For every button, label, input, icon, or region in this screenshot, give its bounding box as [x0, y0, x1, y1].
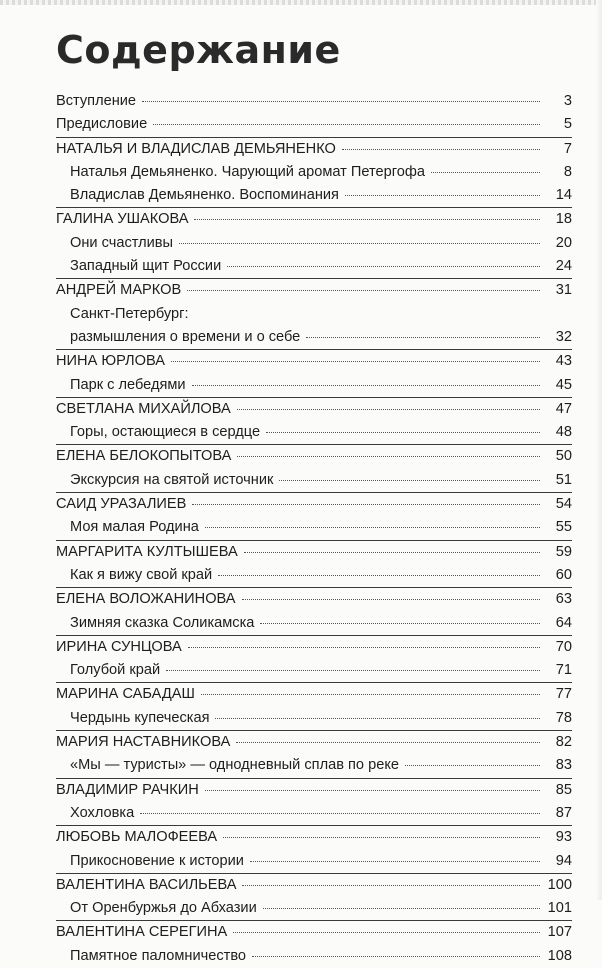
toc-page-number: 100 — [547, 876, 572, 893]
toc-subentry — [56, 612, 572, 635]
toc-entry-title: Прикосновение к истории — [70, 852, 244, 869]
toc-page-number: 31 — [555, 282, 572, 299]
toc-entry-title: Предисловие — [56, 116, 148, 133]
toc-entry-title: ВАЛЕНТИНА ВАСИЛЬЕВА — [56, 876, 237, 893]
toc-section-entry — [56, 779, 572, 802]
toc-section-entry — [56, 398, 572, 421]
toc-dot-leader — [242, 598, 540, 600]
toc-entry-title: Памятное паломничество — [70, 947, 247, 964]
toc-subentry — [56, 659, 572, 682]
toc-section-entry — [56, 445, 572, 468]
toc-entry-title: СВЕТЛАНА МИХАЙЛОВА — [56, 400, 231, 417]
toc-section-entry — [56, 731, 572, 754]
toc-section-entry — [56, 588, 572, 611]
toc-subentry — [56, 161, 572, 184]
toc-section-entry — [56, 921, 572, 944]
toc-dot-leader — [279, 479, 540, 481]
toc-section-entry — [56, 350, 572, 373]
toc-dot-leader — [187, 289, 540, 291]
toc-subentry — [56, 850, 572, 873]
toc-subentry — [56, 707, 572, 730]
toc-entry-title: Горы, остающиеся в сердце — [70, 424, 261, 441]
toc-section-entry — [56, 113, 572, 136]
toc-dot-leader — [263, 907, 540, 909]
page-title: Содержание — [56, 28, 341, 72]
toc-dot-leader — [218, 574, 540, 576]
toc-entry-title: Экскурсия на святой источник — [70, 471, 274, 488]
toc-page-number: 47 — [555, 400, 572, 417]
toc-page-number: 55 — [555, 519, 572, 536]
toc-subentry — [56, 516, 572, 539]
toc-page-number: 14 — [555, 187, 572, 204]
toc-dot-leader — [223, 836, 540, 838]
toc-dot-leader — [237, 455, 540, 457]
toc-subentry — [56, 897, 572, 920]
toc-page-number: 101 — [547, 900, 572, 917]
toc-page-number: 107 — [547, 924, 572, 941]
toc-page-number: 71 — [555, 662, 572, 679]
toc-subentry — [56, 945, 572, 968]
toc-dot-leader — [166, 669, 540, 671]
toc-page-number: 82 — [555, 734, 572, 751]
toc-page-number: 8 — [563, 163, 572, 180]
toc-subentry — [56, 564, 572, 587]
toc-entry-title: Вступление — [56, 93, 137, 109]
toc-entry-title: ГАЛИНА УШАКОВА — [56, 211, 189, 228]
toc-section-entry — [56, 636, 572, 659]
toc-dot-leader — [237, 408, 540, 410]
toc-entry-title: ЕЛЕНА БЕЛОКОПЫТОВА — [56, 448, 232, 465]
toc-entry-title: Санкт-Петербург: — [70, 305, 189, 322]
toc-subentry — [56, 421, 572, 444]
toc-dot-leader — [142, 100, 540, 102]
toc-entry-title: НИНА ЮРЛОВА — [56, 353, 165, 370]
toc-dot-leader — [431, 171, 540, 173]
toc-subentry — [56, 754, 572, 777]
toc-entry-title: Владислав Демьяненко. Воспоминания — [70, 187, 339, 204]
toc-page-number: 24 — [555, 258, 572, 275]
toc-entry-title: МАРИНА САБАДАШ — [56, 686, 195, 703]
toc-entry-title: ВАЛЕНТИНА СЕРЕГИНА — [56, 924, 228, 941]
toc-entry-title: размышления о времени и о себе — [70, 328, 301, 345]
toc-dot-leader — [345, 194, 540, 196]
toc-dot-leader — [188, 646, 540, 648]
toc-dot-leader — [201, 693, 540, 695]
toc-entry-title: Парк с лебедями — [70, 376, 186, 393]
toc-page-number: 63 — [555, 591, 572, 608]
toc-page-number: 70 — [555, 638, 572, 655]
toc-page-number: 50 — [555, 448, 572, 465]
toc-dot-leader — [252, 955, 540, 957]
toc-page-number: 18 — [555, 211, 572, 228]
toc-entry-title: МАРИЯ НАСТАВНИКОВА — [56, 734, 231, 751]
toc-page-number: 51 — [555, 471, 572, 488]
toc-dot-leader — [205, 789, 540, 791]
toc-dot-leader — [242, 884, 540, 886]
toc-page-number: 32 — [555, 328, 572, 345]
toc-entry-title: Моя малая Родина — [70, 519, 199, 536]
toc-section-entry — [56, 279, 572, 302]
toc-dot-leader — [192, 384, 540, 386]
toc-section-entry — [56, 208, 572, 231]
toc-subentry — [56, 326, 572, 349]
toc-entry-title: Чердынь купеческая — [70, 709, 210, 726]
toc-page-number: 5 — [563, 116, 572, 133]
toc-dot-leader — [153, 123, 540, 125]
toc-page-number: 93 — [555, 829, 572, 846]
toc-dot-leader — [140, 812, 540, 814]
toc-subentry — [56, 802, 572, 825]
toc-entry-title: Голубой край — [70, 662, 161, 679]
toc-entry-title: «Мы — туристы» — однодневный сплав по реке — [70, 757, 399, 774]
toc-page-number: 85 — [555, 781, 572, 798]
toc-page-number: 43 — [555, 353, 572, 370]
toc-subentry — [56, 184, 572, 207]
toc-page-number: 83 — [555, 757, 572, 774]
toc-page-number: 59 — [555, 543, 572, 560]
toc-section-entry — [56, 90, 572, 113]
toc-entry-title: ЕЛЕНА ВОЛОЖАНИНОВА — [56, 591, 236, 608]
toc-section-entry — [56, 541, 572, 564]
toc-page-number: 45 — [555, 376, 572, 393]
toc-entry-title: Как я вижу свой край — [70, 566, 213, 583]
toc-dot-leader — [250, 860, 540, 862]
toc-section-entry — [56, 826, 572, 849]
table-of-contents — [56, 90, 572, 968]
toc-dot-leader — [306, 336, 540, 338]
toc-subentry — [56, 232, 572, 255]
toc-entry-title: От Оренбуржья до Абхазии — [70, 900, 257, 917]
toc-dot-leader — [194, 218, 540, 220]
toc-section-entry — [56, 138, 572, 161]
toc-page-number: 108 — [547, 947, 572, 964]
toc-entry-title: НАТАЛЬЯ И ВЛАДИСЛАВ ДЕМЬЯНЕНКО — [56, 140, 336, 157]
toc-entry-title: Западный щит России — [70, 258, 222, 275]
toc-entry-title: Зимняя сказка Соликамска — [70, 614, 255, 631]
toc-entry-title: ВЛАДИМИР РАЧКИН — [56, 781, 199, 798]
toc-page-number: 3 — [563, 93, 572, 109]
toc-entry-title: АНДРЕЙ МАРКОВ — [56, 282, 182, 299]
toc-page-number: 64 — [555, 614, 572, 631]
toc-page-number: 78 — [555, 709, 572, 726]
toc-dot-leader — [192, 503, 540, 505]
toc-page-number: 77 — [555, 686, 572, 703]
toc-dot-leader — [205, 526, 540, 528]
toc-subentry — [56, 374, 572, 397]
toc-entry-title: ЛЮБОВЬ МАЛОФЕЕВА — [56, 829, 218, 846]
toc-page-number: 94 — [555, 852, 572, 869]
toc-dot-leader — [260, 622, 540, 624]
toc-dot-leader — [171, 360, 540, 362]
toc-section-entry — [56, 874, 572, 897]
toc-page-number: 20 — [555, 234, 572, 251]
toc-dot-leader — [215, 717, 540, 719]
toc-dot-leader — [227, 265, 540, 267]
page-right-edge — [596, 0, 602, 900]
toc-subentry — [56, 303, 572, 326]
toc-page-number: 7 — [563, 140, 572, 157]
toc-entry-title: ИРИНА СУНЦОВА — [56, 638, 182, 655]
toc-section-entry — [56, 493, 572, 516]
toc-page-number: 54 — [555, 496, 572, 513]
toc-page-number: 48 — [555, 424, 572, 441]
toc-dot-leader — [405, 764, 540, 766]
toc-entry-title: Они счастливы — [70, 234, 174, 251]
toc-dot-leader — [179, 242, 540, 244]
toc-entry-title: Хохловка — [70, 804, 135, 821]
toc-page-number: 60 — [555, 566, 572, 583]
toc-entry-title: Наталья Демьяненко. Чарующий аромат Петергофа — [70, 163, 426, 180]
toc-dot-leader — [236, 741, 540, 743]
toc-subentry — [56, 469, 572, 492]
toc-section-entry — [56, 683, 572, 706]
toc-page-number: 87 — [555, 804, 572, 821]
toc-entry-title: МАРГАРИТА КУЛТЫШЕВА — [56, 543, 238, 560]
toc-dot-leader — [233, 931, 540, 933]
page-top-edge — [0, 0, 602, 5]
toc-subentry — [56, 255, 572, 278]
toc-entry-title: САИД УРАЗАЛИЕВ — [56, 496, 187, 513]
toc-dot-leader — [266, 431, 540, 433]
toc-dot-leader — [244, 551, 540, 553]
toc-dot-leader — [342, 148, 540, 150]
